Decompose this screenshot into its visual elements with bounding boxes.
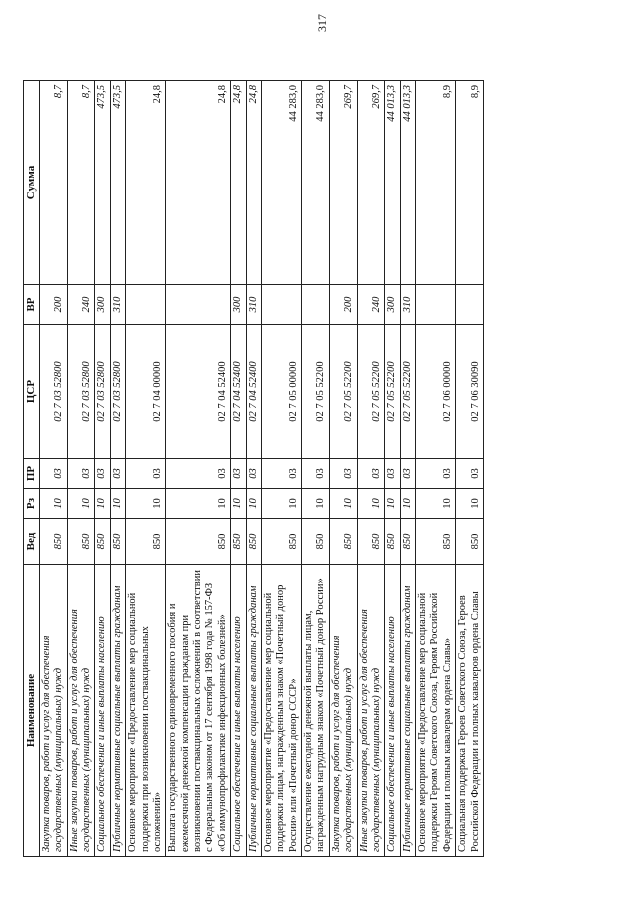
cell-csr: 02 7 04 52400 <box>166 325 231 459</box>
header-csr: ЦСР <box>24 325 40 459</box>
cell-vr <box>166 285 231 325</box>
table-row <box>95 81 110 857</box>
cell-csr: 02 7 03 52800 <box>39 325 67 459</box>
cell-pr: 03 <box>456 459 484 489</box>
cell-csr: 02 7 05 52200 <box>357 325 385 459</box>
cell-csr: 02 7 05 52200 <box>400 325 415 459</box>
cell-ved: 850 <box>400 519 415 565</box>
cell-name: Социальное обеспечение и иные выплаты населению <box>385 565 400 857</box>
cell-name: Основное мероприятие «Предоставление мер социальной поддержки лицам, награжденным знаком «Почетный донор России» или «Почетный донор СССР» <box>261 565 301 857</box>
cell-vr: 240 <box>67 285 95 325</box>
cell-pr: 03 <box>357 459 385 489</box>
cell-pr: 03 <box>329 459 357 489</box>
cell-ved: 850 <box>166 519 231 565</box>
cell-vr: 200 <box>39 285 67 325</box>
cell-name: Иные закупки товаров, работ и услуг для обеспечения государственных (муниципальных) нужд <box>67 565 95 857</box>
table-body <box>39 81 483 857</box>
table-row <box>329 81 357 857</box>
cell-pr: 03 <box>110 459 125 489</box>
table-row <box>126 81 166 857</box>
cell-rz: 10 <box>126 489 166 519</box>
rotated-table-container <box>23 81 591 857</box>
cell-rz: 10 <box>385 489 400 519</box>
cell-sum: 8,7 <box>67 81 95 285</box>
cell-rz: 10 <box>67 489 95 519</box>
cell-sum: 24,8 <box>166 81 231 285</box>
cell-name: Выплата государственного единовременного пособия и ежемесячной денежной компенсации гражданам при возникновении поствакцинальных осложнений в соответствии с Федеральным законом от 17 сентября 1998 года № 157-ФЗ «Об иммунопрофилактике инфекционных болезней» <box>166 565 231 857</box>
cell-csr: 02 7 04 52400 <box>231 325 246 459</box>
cell-name: Публичные нормативные социальные выплаты гражданам <box>246 565 261 857</box>
cell-ved: 850 <box>39 519 67 565</box>
cell-rz: 10 <box>329 489 357 519</box>
cell-ved: 850 <box>357 519 385 565</box>
page-number: 317 <box>314 14 329 32</box>
cell-ved: 850 <box>302 519 330 565</box>
table-row <box>166 81 231 857</box>
table-row <box>416 81 456 857</box>
cell-vr <box>456 285 484 325</box>
header-vr: ВР <box>24 285 40 325</box>
cell-name: Иные закупки товаров, работ и услуг для обеспечения государственных (муниципальных) нужд <box>357 565 385 857</box>
cell-sum: 24,8 <box>126 81 166 285</box>
cell-vr: 310 <box>246 285 261 325</box>
cell-vr: 310 <box>400 285 415 325</box>
cell-ved: 850 <box>246 519 261 565</box>
cell-sum: 8,9 <box>416 81 456 285</box>
cell-sum: 8,9 <box>456 81 484 285</box>
cell-csr: 02 7 05 52200 <box>329 325 357 459</box>
table-row <box>456 81 484 857</box>
table-row <box>246 81 261 857</box>
cell-csr: 02 7 04 52400 <box>246 325 261 459</box>
cell-vr: 300 <box>95 285 110 325</box>
cell-rz: 10 <box>95 489 110 519</box>
cell-pr: 03 <box>246 459 261 489</box>
cell-vr: 310 <box>110 285 125 325</box>
cell-vr <box>416 285 456 325</box>
cell-rz: 10 <box>400 489 415 519</box>
cell-rz: 10 <box>302 489 330 519</box>
cell-sum: 473,5 <box>95 81 110 285</box>
cell-name: Социальная поддержка Героев Советского Союза, Героев Российской Федерации и полных кавалеров ордена Славы <box>456 565 484 857</box>
cell-name: Основное мероприятие «Предоставление мер социальной поддержки при возникновении поствакцинальных осложнений» <box>126 565 166 857</box>
table-row <box>39 81 67 857</box>
cell-rz: 10 <box>110 489 125 519</box>
cell-vr: 300 <box>385 285 400 325</box>
cell-ved: 850 <box>110 519 125 565</box>
table-row <box>400 81 415 857</box>
cell-pr: 03 <box>261 459 301 489</box>
cell-csr: 02 7 05 52200 <box>302 325 330 459</box>
cell-pr: 03 <box>39 459 67 489</box>
cell-sum: 8,7 <box>39 81 67 285</box>
cell-ved: 850 <box>329 519 357 565</box>
table-row <box>302 81 330 857</box>
cell-sum: 44 283,0 <box>302 81 330 285</box>
cell-ved: 850 <box>67 519 95 565</box>
header-name: Наименование <box>24 565 40 857</box>
cell-ved: 850 <box>95 519 110 565</box>
cell-name: Основное мероприятие «Предоставление мер социальной поддержки Героям Советского Союза, Героям Российской Федерации и полным кавалерам ордена Славы» <box>416 565 456 857</box>
cell-ved: 850 <box>261 519 301 565</box>
cell-name: Закупка товаров, работ и услуг для обеспечения государственных (муниципальных) нужд <box>39 565 67 857</box>
cell-pr: 03 <box>126 459 166 489</box>
cell-vr <box>126 285 166 325</box>
cell-ved: 850 <box>126 519 166 565</box>
table-row <box>357 81 385 857</box>
cell-vr: 200 <box>329 285 357 325</box>
cell-vr <box>302 285 330 325</box>
cell-csr: 02 7 04 00000 <box>126 325 166 459</box>
cell-rz: 10 <box>246 489 261 519</box>
cell-sum: 269,7 <box>357 81 385 285</box>
cell-pr: 03 <box>302 459 330 489</box>
header-sum: Сумма <box>24 81 40 285</box>
cell-pr: 03 <box>67 459 95 489</box>
table-row <box>261 81 301 857</box>
cell-rz: 10 <box>357 489 385 519</box>
cell-sum: 473,5 <box>110 81 125 285</box>
header-pr: ПР <box>24 459 40 489</box>
cell-sum: 24,8 <box>231 81 246 285</box>
cell-csr: 02 7 05 52200 <box>385 325 400 459</box>
table-row <box>385 81 400 857</box>
cell-sum: 24,8 <box>246 81 261 285</box>
table-row <box>67 81 95 857</box>
table-row <box>231 81 246 857</box>
cell-rz: 10 <box>456 489 484 519</box>
cell-ved: 850 <box>231 519 246 565</box>
cell-vr <box>261 285 301 325</box>
cell-ved: 850 <box>416 519 456 565</box>
table-header-row <box>24 81 40 857</box>
cell-name: Закупка товаров, работ и услуг для обеспечения государственных (муниципальных) нужд <box>329 565 357 857</box>
table-row <box>110 81 125 857</box>
cell-pr: 03 <box>400 459 415 489</box>
budget-table <box>23 80 484 857</box>
cell-vr: 300 <box>231 285 246 325</box>
cell-name: Публичные нормативные социальные выплаты гражданам <box>110 565 125 857</box>
cell-pr: 03 <box>95 459 110 489</box>
cell-sum: 44 013,3 <box>400 81 415 285</box>
cell-rz: 10 <box>231 489 246 519</box>
cell-csr: 02 7 06 00000 <box>416 325 456 459</box>
cell-rz: 10 <box>39 489 67 519</box>
cell-csr: 02 7 05 00000 <box>261 325 301 459</box>
cell-rz: 10 <box>166 489 231 519</box>
cell-csr: 02 7 03 52800 <box>67 325 95 459</box>
cell-rz: 10 <box>261 489 301 519</box>
cell-csr: 02 7 06 30090 <box>456 325 484 459</box>
cell-ved: 850 <box>385 519 400 565</box>
cell-rz: 10 <box>416 489 456 519</box>
header-ved: Вед <box>24 519 40 565</box>
cell-ved: 850 <box>456 519 484 565</box>
cell-vr: 240 <box>357 285 385 325</box>
cell-pr: 03 <box>231 459 246 489</box>
cell-sum: 269,7 <box>329 81 357 285</box>
cell-sum: 44 283,0 <box>261 81 301 285</box>
cell-pr: 03 <box>416 459 456 489</box>
header-rz: Рз <box>24 489 40 519</box>
cell-csr: 02 7 03 52800 <box>95 325 110 459</box>
cell-pr: 03 <box>385 459 400 489</box>
cell-name: Социальное обеспечение и иные выплаты населению <box>95 565 110 857</box>
cell-name: Социальное обеспечение и иные выплаты населению <box>231 565 246 857</box>
cell-pr: 03 <box>166 459 231 489</box>
cell-name: Осуществление ежегодной денежной выплаты лицам, награжденным нагрудным знаком «Почетный донор России» <box>302 565 330 857</box>
cell-csr: 02 7 03 52800 <box>110 325 125 459</box>
cell-name: Публичные нормативные социальные выплаты гражданам <box>400 565 415 857</box>
cell-sum: 44 013,3 <box>385 81 400 285</box>
